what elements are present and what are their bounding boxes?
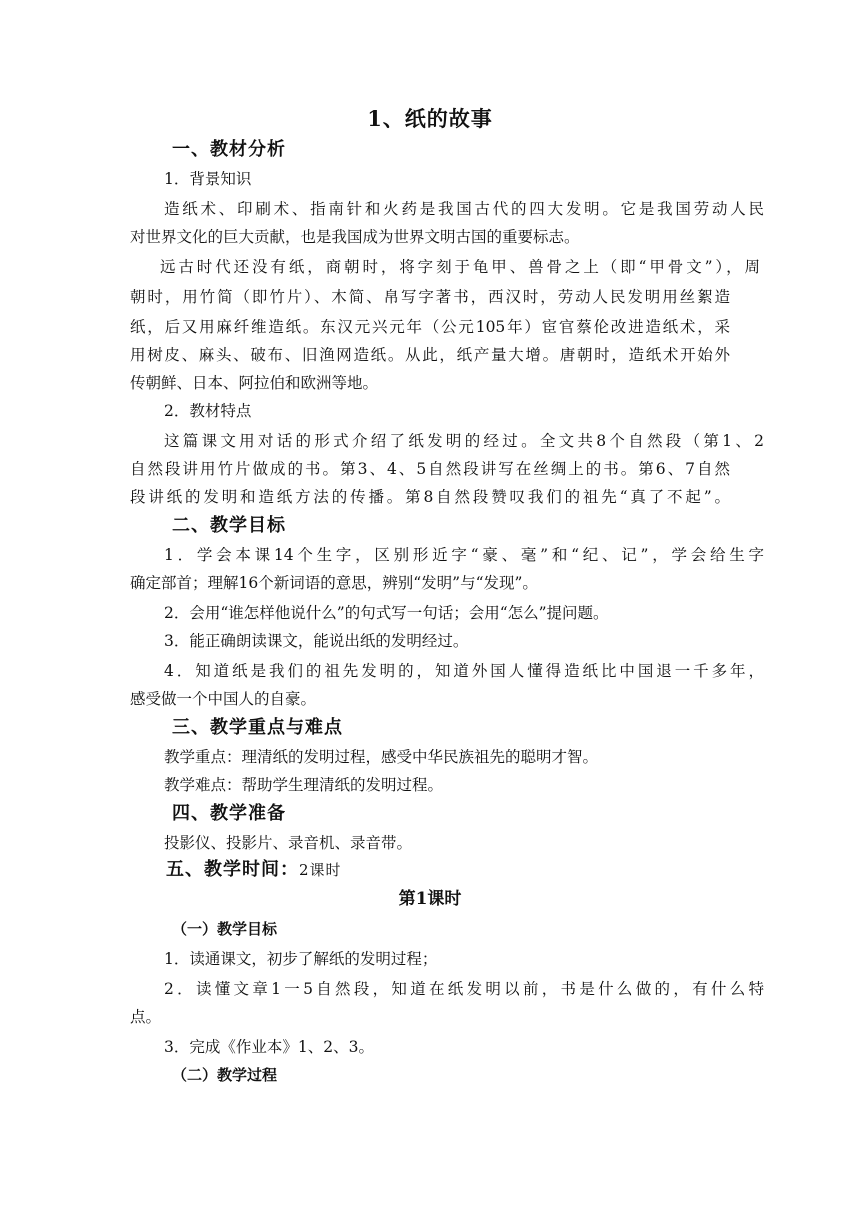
sub-heading-objectives: （一）教学目标: [172, 920, 278, 938]
section-heading-analysis: 一、教材分析: [172, 139, 286, 160]
goal-line: 感受做一个中国人的自豪。: [130, 690, 317, 708]
goal-line: 4．知道纸是我们的祖先发明的，知道外国人懂得造纸比中国退一千多年，: [164, 662, 764, 680]
goal-line: 确定部首；理解16个新词语的意思，辨别“发明”与“发现”。: [130, 574, 538, 592]
objective-line: 2．读懂文章1一5自然段，知道在纸发明以前，书是什么做的，有什么特: [164, 980, 764, 998]
paragraph-line: 远古时代还没有纸，商朝时，将字刻于龟甲、兽骨之上（即“甲骨文”），周: [160, 258, 760, 276]
goal-line: 1．学会本课14个生字，区别形近字“豪、毫”和“纪、记”，学会给生字: [164, 546, 764, 564]
objective-line: 点。: [130, 1008, 162, 1026]
time-label: 五、教学时间：: [166, 859, 299, 880]
sub-heading-background: 1．背景知识: [164, 170, 252, 188]
paragraph-line: 对世界文化的巨大贡献，也是我国成为世界文明古国的重要标志。: [130, 228, 580, 246]
lesson-one-heading: 第1课时: [398, 889, 462, 909]
difficulty-line: 教学难点：帮助学生理清纸的发明过程。: [164, 776, 444, 794]
paragraph-line: 段讲纸的发明和造纸方法的传播。第8自然段赞叹我们的祖先“真了不起”。: [130, 488, 730, 506]
time-value: 2课时: [299, 861, 342, 879]
goal-line: 3．能正确朗读课文，能说出纸的发明经过。: [164, 632, 469, 650]
preparation-line: 投影仪、投影片、录音机、录音带。: [164, 834, 413, 852]
key-point-line: 教学重点：理清纸的发明过程，感受中华民族祖先的聪明才智。: [164, 748, 599, 766]
section-heading-time: [166, 856, 342, 884]
objective-line: 3．完成《作业本》1、2、3。: [164, 1038, 374, 1056]
section-heading-preparation: 四、教学准备: [172, 803, 286, 824]
paragraph-line: 传朝鲜、日本、阿拉伯和欧洲等地。: [130, 374, 379, 392]
lesson-title: 1、纸的故事: [367, 106, 493, 131]
sub-heading-process: （二）教学过程: [172, 1066, 278, 1084]
paragraph-line: 造纸术、印刷术、指南针和火药是我国古代的四大发明。它是我国劳动人民: [164, 200, 764, 218]
section-heading-goals: 二、教学目标: [172, 515, 286, 536]
goal-line: 2．会用“谁怎样他说什么”的句式写一句话；会用“怎么”提问题。: [164, 604, 609, 622]
paragraph-line: 自然段讲用竹片做成的书。第3、4、5自然段讲写在丝绸上的书。第6、7自然: [130, 460, 730, 478]
paragraph-line: 纸，后又用麻纤维造纸。东汉元兴元年（公元105年）宦官蔡伦改进造纸术，采: [130, 318, 730, 336]
sub-heading-features: 2．教材特点: [164, 402, 252, 420]
section-heading-key-points: 三、教学重点与难点: [172, 717, 343, 738]
paragraph-line: 这篇课文用对话的形式介绍了纸发明的经过。全文共8个自然段（第1、2: [164, 432, 764, 450]
paragraph-line: 用树皮、麻头、破布、旧渔网造纸。从此，纸产量大增。唐朝时，造纸术开始外: [130, 346, 730, 364]
objective-line: 1．读通课文，初步了解纸的发明过程；: [164, 950, 438, 968]
paragraph-line: 朝时，用竹简（即竹片）、木简、帛写字著书，西汉时，劳动人民发明用丝絮造: [130, 288, 730, 306]
